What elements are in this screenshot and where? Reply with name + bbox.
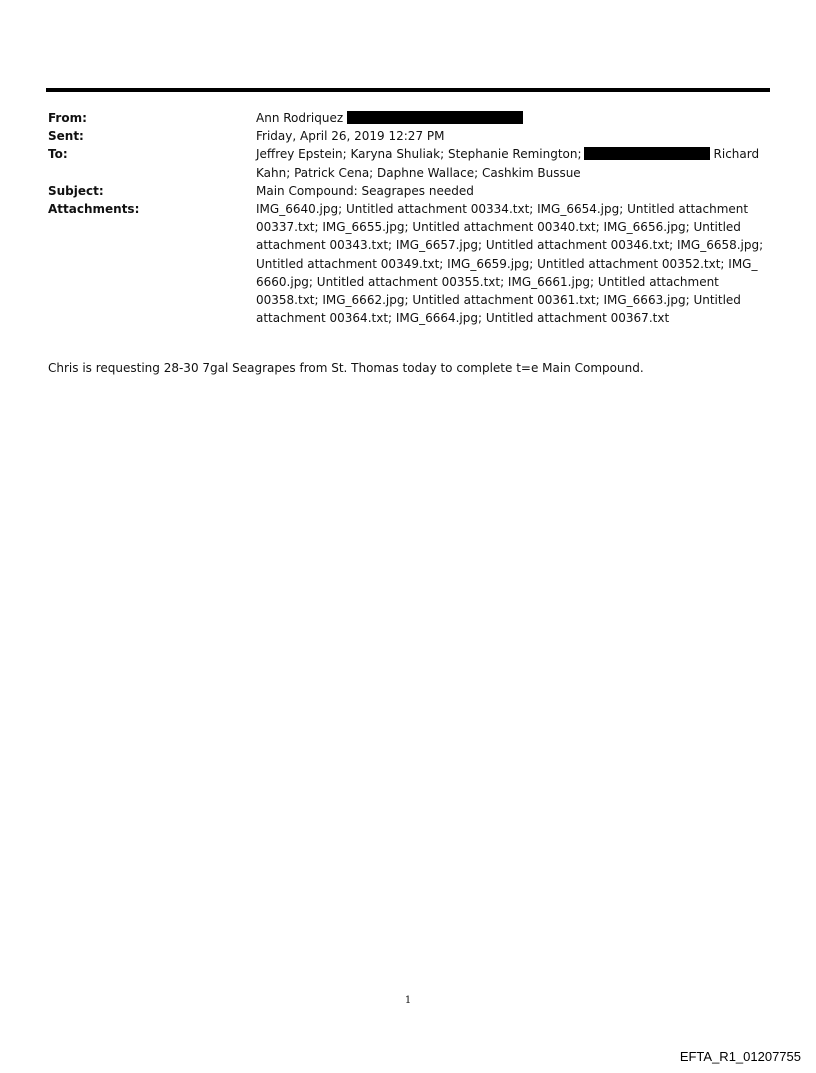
redaction-block (584, 147, 710, 160)
to-value (256, 145, 770, 181)
email-header (48, 109, 770, 327)
sent-row (48, 127, 770, 145)
to-row (48, 145, 770, 181)
redaction-block (347, 111, 523, 124)
document-id: EFTA_R1_01207755 (679, 1049, 801, 1064)
subject-label: Subject: (48, 183, 104, 198)
to-recipients-part2: Richard Kahn; Patrick Cena; Daphne Wallace; Cashkim Bussue (256, 147, 760, 180)
to-label: To: (48, 147, 68, 162)
sent-value: Friday, April 26, 2019 12:27 PM (256, 129, 445, 144)
from-label: From: (48, 111, 87, 125)
subject-value: Main Compound: Seagrapes needed (256, 183, 474, 198)
header-divider (46, 88, 770, 92)
attachments-value: IMG_6640.jpg; Untitled attachment 00334.txt; IMG_6654.jpg; Untitled attachment 00337.txt; IMG_6655.jpg; Untitled attachment 00340.txt; IMG_6656.jpg; Untitled attachment 00343.txt; IMG_6657.jpg; Untitled attachment 00346.txt; IMG_6658.jpg; Untitled attachment 00349.txt; IMG_6659.jpg; Untitled attachment 00352.txt; IMG_ 6660.jpg; Untitled attachment 00355.txt; IMG_6661.jpg; Untitled attachment 00358.txt; IMG_6662.jpg; Untitled attachment 00361.txt; IMG_6663.jpg; Untitled attachment 00364.txt; IMG_6664.jpg; Untitled attachment 00367.txt (256, 202, 764, 326)
sent-label: Sent: (48, 129, 84, 144)
from-name: Ann Rodriquez (256, 111, 344, 125)
to-recipients-part1: Jeffrey Epstein; Karyna Shuliak; Stephanie Remington; (256, 147, 582, 162)
email-body: Chris is requesting 28-30 7gal Seagrapes from St. Thomas today to complete t=e Main Compound. (48, 361, 644, 375)
from-row (48, 109, 770, 127)
page-number: 1 (404, 995, 412, 1006)
subject-row (48, 182, 770, 200)
attachments-row (48, 200, 770, 327)
from-value (256, 109, 770, 127)
attachments-label: Attachments: (48, 202, 140, 217)
